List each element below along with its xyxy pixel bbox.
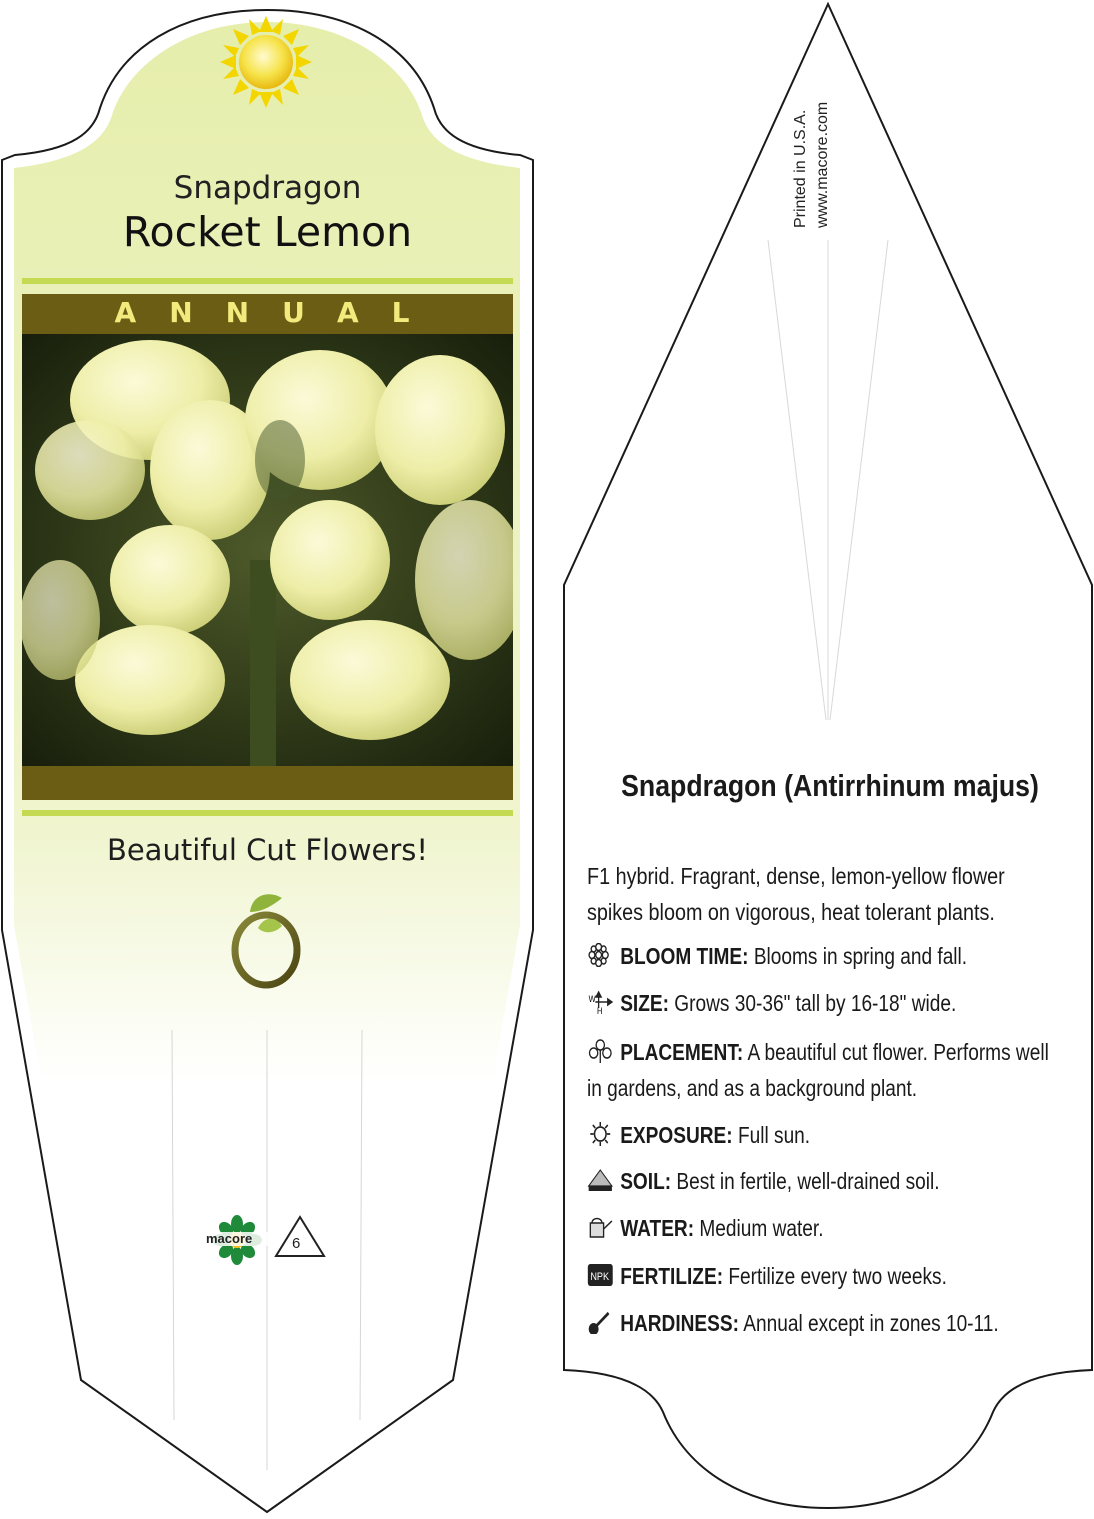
svg-text:NPK: NPK (590, 1271, 610, 1284)
info-row-size (587, 985, 1052, 1021)
brand-name: macore (206, 1231, 253, 1246)
row-text: Annual except in zones 10-11. (743, 1310, 999, 1336)
website: www.macore.com (814, 101, 831, 228)
sun-icon (587, 1122, 615, 1146)
thermometer-icon (587, 1310, 615, 1334)
info-row-soil (587, 1163, 1052, 1199)
printed-in: Printed in U.S.A. (792, 109, 809, 228)
tagline: Beautiful Cut Flowers! (106, 833, 429, 867)
flower-photo (20, 334, 525, 770)
info-row-hardiness (587, 1305, 1052, 1341)
row-label: FERTILIZE: (620, 1263, 724, 1289)
row-text: Full sun. (737, 1122, 811, 1148)
watering-can-icon (587, 1215, 615, 1239)
info-row-fertilize (587, 1258, 1052, 1294)
category-label: ANNUAL (114, 296, 443, 329)
row-label: SOIL: (620, 1168, 672, 1194)
size-icon (587, 990, 615, 1014)
row-label: SIZE: (620, 990, 669, 1016)
npk-icon (587, 1263, 615, 1287)
row-text: Blooms in spring and fall. (753, 943, 968, 969)
printer-info (790, 102, 834, 228)
row-label: EXPOSURE: (620, 1122, 733, 1148)
flower-icon (587, 943, 615, 967)
row-label: HARDINESS: (620, 1310, 739, 1336)
info-row-bloom-time (587, 938, 1052, 974)
row-label: BLOOM TIME: (620, 943, 749, 969)
svg-text:H: H (596, 1006, 603, 1014)
info-row-exposure (587, 1117, 1052, 1153)
sun-icon (220, 16, 312, 108)
row-label: PLACEMENT: (620, 1039, 744, 1065)
placement-icon (587, 1039, 615, 1063)
row-text: Best in fertile, well-drained soil. (676, 1168, 940, 1194)
plant-description: F1 hybrid. Fragrant, dense, lemon-yellow flower spikes bloom on vigorous, heat tolerant plants. (587, 863, 1005, 925)
info-row-water (587, 1210, 1052, 1246)
row-label: WATER: (620, 1215, 695, 1241)
botanical-title: Snapdragon (Antirrhinum majus) (621, 768, 1039, 803)
info-row-placement (587, 1034, 1060, 1106)
variety-name: Rocket Lemon (122, 208, 413, 256)
row-text: Medium water. (699, 1215, 824, 1241)
svg-text:W: W (588, 994, 596, 1005)
row-text: Grows 30-36" tall by 16-18" wide. (674, 990, 957, 1016)
soil-icon (587, 1168, 615, 1192)
common-name: Snapdragon (173, 170, 362, 206)
recycle-code: 6 (292, 1235, 301, 1252)
row-text: A beautiful cut flower. Performs well in gardens, and as a background plant. (587, 1039, 1049, 1101)
row-text: Fertilize every two weeks. (728, 1263, 947, 1289)
